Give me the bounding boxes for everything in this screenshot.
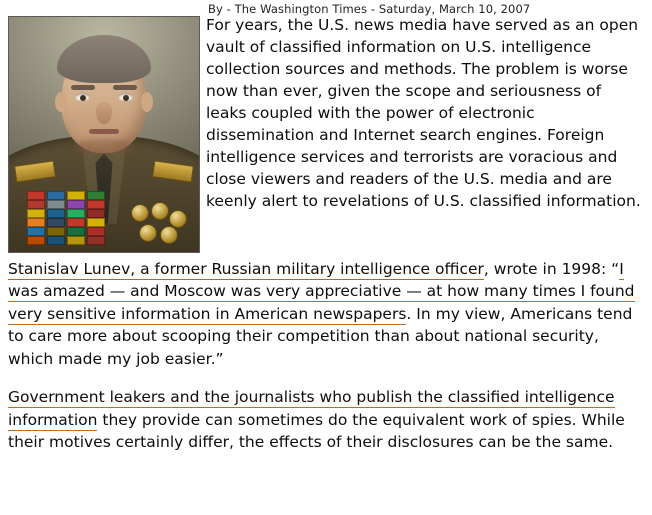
medal-group [129,200,185,246]
paragraph-3 [8,386,646,453]
ribbon-bar [67,236,85,245]
ribbon-bar [87,227,105,236]
highlight-lunev-quote: I was amazed — and Moscow was very appreciative — at how many times I found very sensitive information in American newspapers [8,260,635,323]
portrait-image [9,17,199,252]
byline: By - The Washington Times - Saturday, March 10, 2007 [208,2,531,16]
ribbon-bar [67,209,85,218]
paragraph-2 [8,258,646,370]
ribbon-bar [47,191,65,200]
ribbon-bar [67,227,85,236]
eye-left [75,93,90,101]
ribbon-bar [87,236,105,245]
medal-icon [139,224,157,242]
ribbon-bar [47,209,65,218]
medal-icon [151,202,169,220]
paragraph-3-tail: they provide can sometimes do the equivalent work of spies. While their motives certainly differ, the effects of their disclosures can be the same. [8,410,625,452]
ribbon-bar [87,191,105,200]
eyebrow-left [71,85,95,90]
ribbon-bar [27,191,45,200]
mouth [89,129,119,134]
ribbon-bar [27,209,45,218]
ribbon-bar [87,218,105,227]
ribbon-bar [47,200,65,209]
pupil [123,95,129,101]
ribbon-bar [67,200,85,209]
ribbon-bar [47,227,65,236]
paragraph-2-middle: , wrote in 1998: “ [483,260,620,278]
medal-icon [160,226,178,244]
highlight-leakers: Government leakers and the journalists who publish the classified intelligence information [8,388,615,429]
ribbon-bar [87,209,105,218]
ribbon-bar [27,218,45,227]
ribbon-bar [87,200,105,209]
medal-icon [131,204,149,222]
paragraph-2-tail: . In my view, Americans tend to care more about scooping their competition than about national security, which made my job easier.” [8,304,633,368]
ribbon-bar [27,236,45,245]
article-body [8,258,646,454]
ear-right [141,92,153,112]
ribbon-bar [27,200,45,209]
medal-icon [169,210,187,228]
face [61,41,147,153]
lead-paragraph: For years, the U.S. news media have served as an open vault of classified information on U.S. intelligence collection sources and methods. The problem is worse now than ever, given the scope and seriousness of leaks coupled with the power of electronic dissemination and Internet search engines. Foreign intelligence services and terrorists are voracious and close viewers and readers of the U.S. media and are keenly alert to revelations of U.S. classified information. [206,16,641,210]
ribbon-bar [47,236,65,245]
chin-shadow [74,139,134,155]
ribbon-bar [47,218,65,227]
pupil [80,95,86,101]
portrait-photo [8,16,200,253]
highlight-lunev-name: Stanislav Lunev, a former Russian military intelligence officer [8,260,484,278]
ribbon-bar [27,227,45,236]
ribbon-bar [67,218,85,227]
hair [57,35,151,83]
nose [96,102,112,124]
eyebrow-right [113,85,137,90]
medal-ribbons [27,191,105,245]
ribbon-bar [67,191,85,200]
ear-left [55,92,67,112]
eye-right [118,93,133,101]
